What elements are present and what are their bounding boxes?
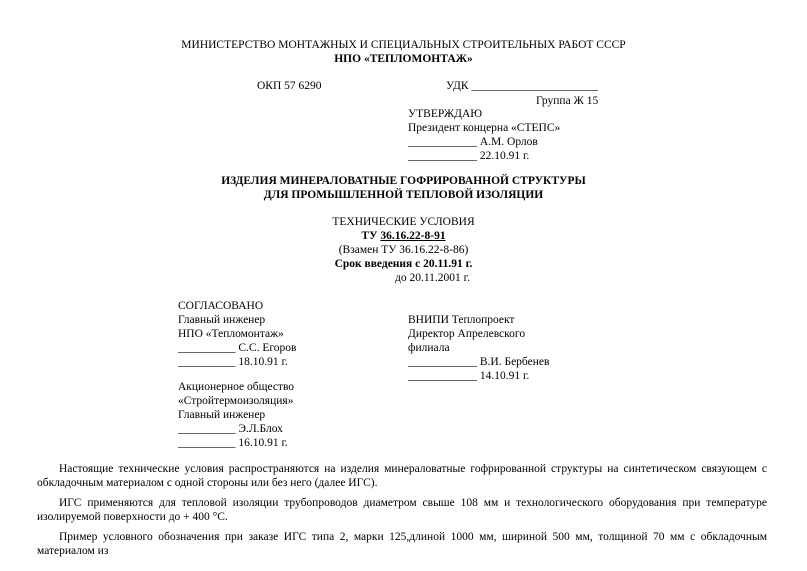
approval-date: ____________ 22.10.91 г.: [408, 150, 530, 162]
ministry-name: МИНИСТЕРСТВО МОНТАЖНЫХ И СПЕЦИАЛЬНЫХ СТРОИТЕЛЬНЫХ РАБОТ СССР: [181, 39, 626, 51]
approval-signature: ____________ А.М. Орлов: [408, 136, 538, 148]
udk-code: УДК ______________________: [446, 80, 598, 92]
agreed-left1-line1: Главный инженер: [178, 314, 266, 326]
document-title: [0, 174, 807, 202]
agreed-title: СОГЛАСОВАНО: [178, 300, 264, 312]
paragraph-1: Настоящие технические условия распространяются на изделия минераловатные гофрированной структуры на синтетическом связующем с обкладочным материалом с одной стороны или без него (далее ИГС).: [37, 463, 767, 489]
agreed-block-left: [178, 299, 296, 369]
title-line-1: ИЗДЕЛИЯ МИНЕРАЛОВАТНЫЕ ГОФРИРОВАННОЙ СТРУКТУРЫ: [221, 175, 586, 187]
agreed-right-line1: ВНИПИ Теплопроект: [408, 314, 515, 326]
body-text: [37, 462, 767, 564]
spec-kind: ТЕХНИЧЕСКИЕ УСЛОВИЯ: [332, 216, 475, 228]
approval-block: [408, 107, 560, 163]
agreed-left1-date: __________ 18.10.91 г.: [178, 356, 288, 368]
spec-valid-until: до 20.11.2001 г.: [395, 272, 470, 284]
agreed-block-right: [408, 313, 549, 383]
agreed-right-line3: филиала: [408, 342, 450, 354]
spec-number-prefix: ТУ: [361, 230, 381, 242]
spec-number: [0, 229, 807, 243]
agreed-block-left-2: [178, 380, 294, 450]
agreed-right-signature: ____________ В.И. Бербенев: [408, 356, 550, 368]
approval-position: Президент концерна «СТЕПС»: [408, 122, 561, 134]
okp-code: ОКП 57 6290: [257, 80, 322, 92]
spec-number-value: 36.16.22-8-91: [380, 230, 446, 242]
group-code: Группа Ж 15: [536, 95, 599, 107]
approval-title: УТВЕРЖДАЮ: [408, 108, 483, 120]
ministry-header: [0, 38, 807, 66]
agreed-left2-signature: __________ Э.Л.Блох: [178, 423, 283, 435]
paragraph-2: ИГС применяются для тепловой изоляции трубопроводов диаметром свыше 108 мм и технологического оборудования при температуре изолируемой поверхности до + 400 °С.: [37, 497, 767, 523]
organization-name: НПО «ТЕПЛОМОНТАЖ»: [334, 53, 473, 65]
agreed-left2-line3: Главный инженер: [178, 409, 266, 421]
agreed-left2-line2: «Стройтермоизоляция»: [178, 395, 294, 407]
paragraph-3: Пример условного обозначения при заказе ИГС типа 2, марки 125,длиной 1000 мм, шириной 500 мм, толщиной 70 мм с обкладочным материалом из: [37, 531, 767, 557]
agreed-right-date: ____________ 14.10.91 г.: [408, 370, 530, 382]
spec-start-date: Срок введения с 20.11.91 г.: [334, 258, 473, 270]
agreed-left2-line1: Акционерное общество: [178, 381, 295, 393]
agreed-left1-line2: НПО «Тепломонтаж»: [178, 328, 284, 340]
agreed-left1-signature: __________ С.С. Егоров: [178, 342, 297, 354]
agreed-right-line2: Директор Апрелевского: [408, 328, 526, 340]
title-line-2: ДЛЯ ПРОМЫШЛЕННОЙ ТЕПЛОВОЙ ИЗОЛЯЦИИ: [263, 189, 544, 201]
spec-replaces: (Взамен ТУ 36.16.22-8-86): [338, 244, 469, 256]
agreed-left2-date: __________ 16.10.91 г.: [178, 437, 288, 449]
spec-block: [0, 215, 807, 271]
